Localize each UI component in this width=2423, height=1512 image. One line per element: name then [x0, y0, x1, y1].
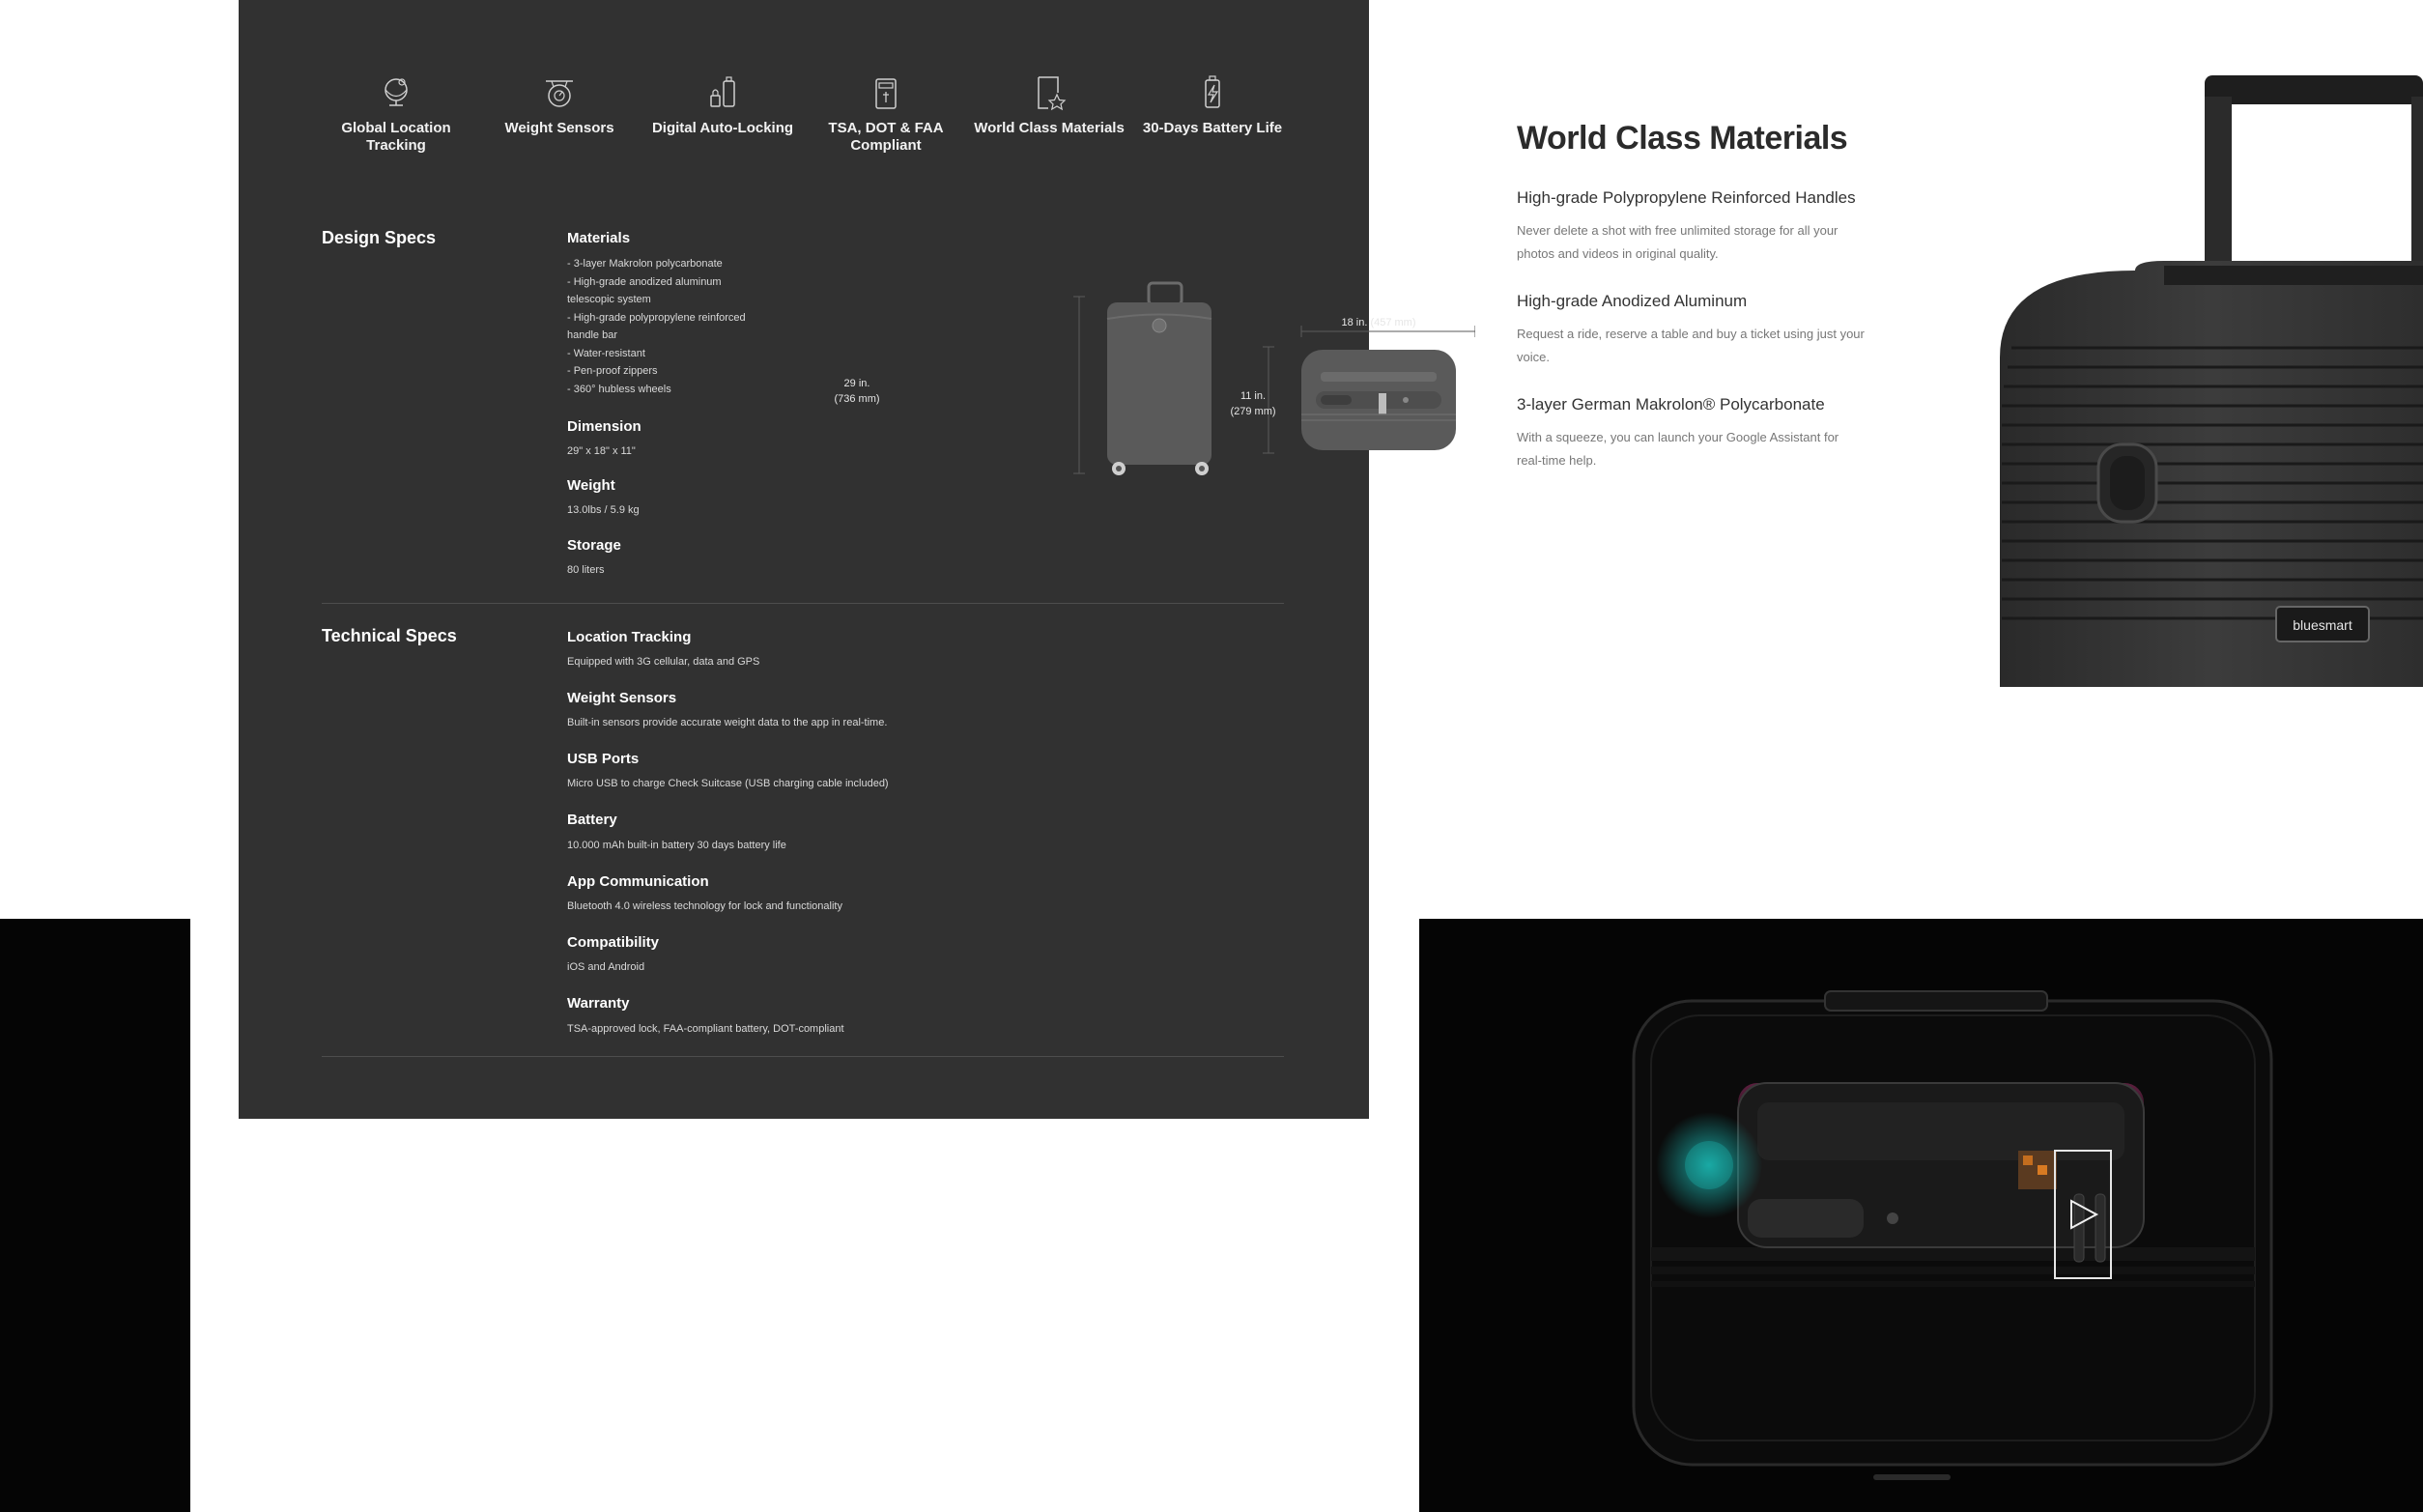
tech-spec-text: Built-in sensors provide accurate weight data to the app in real-time. [567, 717, 888, 728]
tech-spec-text: 10.000 mAh built-in battery 30 days battery life [567, 840, 786, 851]
play-button[interactable] [2054, 1150, 2112, 1279]
lock-phone-icon [703, 73, 742, 112]
material-description-line: Request a ride, reserve a table and buy a ticket using just your [1517, 327, 1865, 341]
height-dimension-mm: (736 mm) [834, 393, 880, 405]
transparent-suitcase-image [1419, 919, 2423, 1512]
suitcase-product-image [1990, 68, 2423, 687]
feature-label: World Class Materials [974, 120, 1125, 136]
feature-tsa-compliant [804, 73, 968, 155]
technical-specs-title: Technical Specs [322, 626, 457, 645]
tech-spec-text: TSA-approved lock, FAA-compliant battery, DOT-compliant [567, 1023, 844, 1035]
depth-dimension-mm: (279 mm) [1230, 406, 1276, 417]
materials-heading: Materials [567, 230, 631, 246]
materials-line: - 3-layer Makrolon polycarbonate [567, 258, 723, 270]
tech-spec-heading: Location Tracking [567, 629, 692, 645]
materials-line: telescopic system [567, 294, 651, 305]
section-divider [322, 1056, 1284, 1057]
material-description-line: voice. [1517, 350, 1550, 364]
materials-line: - Pen-proof zippers [567, 365, 658, 377]
feature-battery-life [1130, 73, 1295, 137]
feature-global-location [314, 73, 478, 155]
design-specs-title: Design Specs [322, 228, 437, 247]
dimension-heading: Dimension [567, 418, 641, 435]
tech-spec-text: Bluetooth 4.0 wireless technology for lock and functionality [567, 900, 842, 912]
materials-line: - High-grade anodized aluminum [567, 275, 722, 288]
feature-label: 30-Days Battery Life [1142, 120, 1283, 136]
spec-panel [239, 0, 1416, 1119]
tech-spec-text: iOS and Android [567, 961, 645, 973]
tech-spec-heading: USB Ports [567, 751, 640, 767]
feature-label: TSA, DOT & FAA Compliant [828, 120, 944, 154]
storage-value: 80 liters [567, 564, 605, 576]
play-icon [2056, 1152, 2110, 1277]
materials-line: - Water-resistant [567, 347, 645, 359]
materials-list [567, 255, 746, 398]
storage-heading: Storage [567, 537, 621, 554]
suitcase-dimension-diagram [838, 275, 1475, 488]
section-divider [322, 603, 1284, 604]
battery-icon [1193, 73, 1232, 112]
material-description-line: photos and videos in original quality. [1517, 246, 1719, 261]
tech-spec-text: Equipped with 3G cellular, data and GPS [567, 656, 760, 668]
materials-line: - High-grade polypropylene reinforced [567, 311, 746, 324]
weight-heading: Weight [567, 477, 615, 494]
feature-label: Global Location Tracking [341, 120, 451, 154]
material-description [1517, 219, 1903, 266]
tech-spec-text: Micro USB to charge Check Suitcase (USB charging cable included) [567, 778, 889, 789]
material-description [1517, 426, 1903, 472]
suitcase-shield-icon [867, 73, 905, 112]
material-description-line: Never delete a shot with free unlimited storage for all your [1517, 223, 1839, 238]
tech-spec-heading: Battery [567, 812, 617, 828]
document-star-icon [1030, 73, 1069, 112]
materials-line: handle bar [567, 329, 617, 341]
material-description-line: real-time help. [1517, 453, 1597, 468]
tech-spec-heading: Weight Sensors [567, 690, 677, 706]
tech-spec-heading: App Communication [567, 873, 709, 890]
material-description-line: With a squeeze, you can launch your Google Assistant for [1517, 430, 1839, 444]
tech-spec-heading: Compatibility [567, 934, 660, 951]
tech-spec-heading: Warranty [567, 995, 630, 1012]
material-description [1517, 323, 1903, 369]
globe-location-icon [377, 73, 415, 112]
dimension-value: 29" x 18" x 11" [567, 445, 636, 457]
feature-digital-locking [641, 73, 805, 137]
video-section [1419, 919, 2423, 1512]
feature-weight-sensors [477, 73, 641, 137]
material-heading: High-grade Polypropylene Reinforced Handles [1517, 188, 1856, 207]
material-heading: High-grade Anodized Aluminum [1517, 292, 1748, 310]
feature-label: Weight Sensors [504, 120, 614, 136]
materials-line: - 360° hubless wheels [567, 383, 671, 395]
depth-dimension-in: 11 in. [1240, 390, 1267, 402]
depth-dimension-label [1205, 388, 1301, 419]
scale-icon [540, 73, 579, 112]
left-black-band [0, 919, 190, 1512]
height-dimension-in: 29 in. [843, 378, 870, 389]
brand-badge-text: bluesmart [2293, 617, 2352, 633]
feature-world-class-materials [967, 73, 1131, 137]
world-class-title: World Class Materials [1517, 120, 1848, 157]
feature-label: Digital Auto-Locking [651, 120, 794, 136]
weight-value: 13.0lbs / 5.9 kg [567, 504, 640, 516]
height-dimension-label [809, 376, 905, 407]
width-dimension-label: 18 in. (457 mm) [1341, 317, 1416, 328]
material-heading: 3-layer German Makrolon® Polycarbonate [1517, 395, 1825, 414]
